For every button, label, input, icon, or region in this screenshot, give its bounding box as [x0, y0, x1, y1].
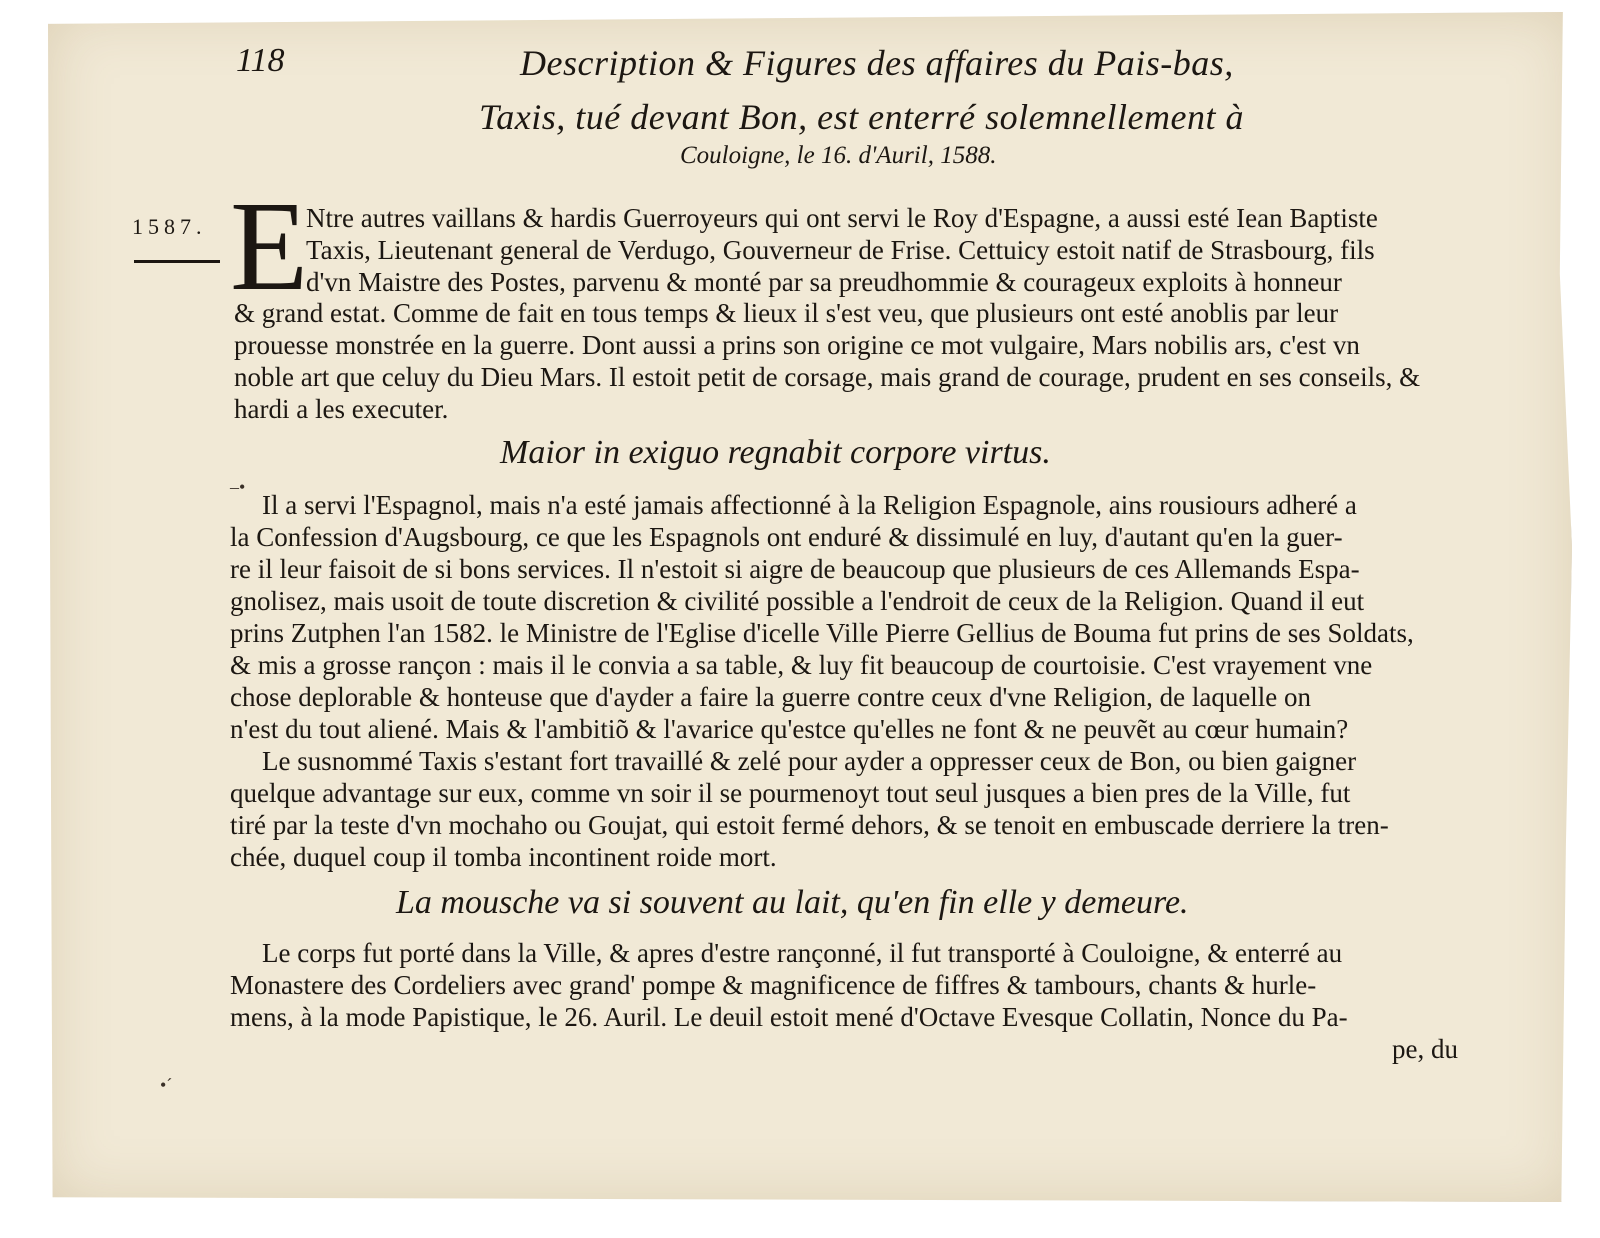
paragraph-line: mens, à la mode Papistique, le 26. Auril. Le deuil estoit mené d'Octave Evesque Collatin, Nonce du Pa-: [230, 1002, 1348, 1032]
paragraph-line: n'est du tout aliené. Mais & l'ambitiõ & l'avarice qu'estce qu'elles ne font & ne peuvẽt au cœur humain?: [230, 714, 1349, 744]
paragraph-line: Taxis, Lieutenant general de Verdugo, Gouverneur de Frise. Cettuicy estoit natif de Strasbourg, fils: [306, 235, 1375, 265]
paragraph-line: hardi a les executer.: [234, 394, 449, 424]
paragraph-line: chose deplorable & honteuse que d'ayder a faire la guerre contre ceux d'vne Religion, de laquelle on: [230, 682, 1312, 712]
ink-smudge-mark: –•: [230, 477, 246, 497]
catchword: pe, du: [1392, 1034, 1458, 1064]
paragraph-line: gnolisez, mais usoit de toute discretion & civilité possible a l'endroit de ceux de la Religion. Quand il eut: [230, 586, 1365, 616]
paragraph-line: Ntre autres vaillans & hardis Guerroyeurs qui ont servi le Roy d'Espagne, a aussi esté Iean Baptiste: [306, 203, 1378, 233]
paragraph-line: re il leur faisoit de si bons services. Il n'estoit si aigre de beaucoup que plusieurs de ces Allemands Espa-: [230, 554, 1360, 584]
paragraph-line: la Confession d'Augsbourg, ce que les Espagnols ont enduré & dissimulé en luy, d'autant qu'en la guer-: [230, 522, 1343, 552]
paragraph-line: prins Zutphen l'an 1582. le Ministre de l'Eglise d'icelle Ville Pierre Gellius de Bouma fut prins de ses Soldats,: [230, 618, 1414, 648]
page-title: Description & Figures des affaires du Pais-bas,: [520, 43, 1234, 83]
paragraph-line: Il a servi l'Espagnol, mais n'a esté jamais affectionné à la Religion Espagnole, ains rousiours adheré a: [262, 490, 1357, 520]
paragraph-line: tiré par la teste d'vn mochaho ou Goujat, qui estoit fermé dehors, & se tenoit en embuscade derriere la tren-: [230, 810, 1389, 840]
french-proverb: La mousche va si souvent au lait, qu'en fin elle y demeure.: [396, 884, 1189, 921]
paragraph-line: chée, duquel coup il tomba incontinent roide mort.: [230, 842, 777, 872]
margin-rule-divider: [134, 260, 220, 263]
paragraph-line: Monastere des Cordeliers avec grand' pompe & magnificence de fiffres & tambours, chants & hurle-: [230, 970, 1317, 1000]
paragraph-line: Le susnommé Taxis s'estant fort travaillé & zelé pour ayder a oppresser ceux de Bon, ou bien gaigner: [262, 746, 1357, 776]
paragraph-line: & grand estat. Comme de fait en tous temps & lieux il s'est veu, que plusieurs ont esté anoblis par leur: [234, 298, 1339, 328]
ink-smudge-mark: •´: [160, 1075, 173, 1095]
drop-cap-initial: E: [230, 175, 309, 317]
chapter-heading: Taxis, tué devant Bon, est enterré solemnellement à: [479, 97, 1245, 137]
paragraph-line: Le corps fut porté dans la Ville, & apres d'estre rançonné, il fut transporté à Couloigne, & enterré au: [262, 938, 1343, 968]
paragraph-line: quelque advantage sur eux, comme vn soir il se pourmenoyt tout seul jusques a bien pres de la Ville, fut: [230, 778, 1351, 808]
paragraph-line: d'vn Maistre des Postes, parvenu & monté par sa preudhommie & courageux exploits à honneur: [306, 267, 1342, 297]
paragraph-line: & mis a grosse rançon : mais il le convia a sa table, & luy fit beaucoup de courtoisie. C'est vrayement vne: [230, 650, 1373, 680]
page-number: 118: [236, 42, 285, 79]
paragraph-line: prouesse monstrée en la guerre. Dont aussi a prins son origine ce mot vulgaire, Mars nobilis ars, c'est vn: [234, 330, 1360, 360]
margin-year-note: 1587.: [132, 214, 207, 239]
latin-motto: Maior in exiguo regnabit corpore virtus.: [500, 434, 1051, 471]
paragraph-line: noble art que celuy du Dieu Mars. Il estoit petit de corsage, mais grand de courage, prudent en ses conseils, &: [234, 362, 1421, 392]
chapter-dateline: Couloigne, le 16. d'Auril, 1588.: [680, 142, 997, 169]
